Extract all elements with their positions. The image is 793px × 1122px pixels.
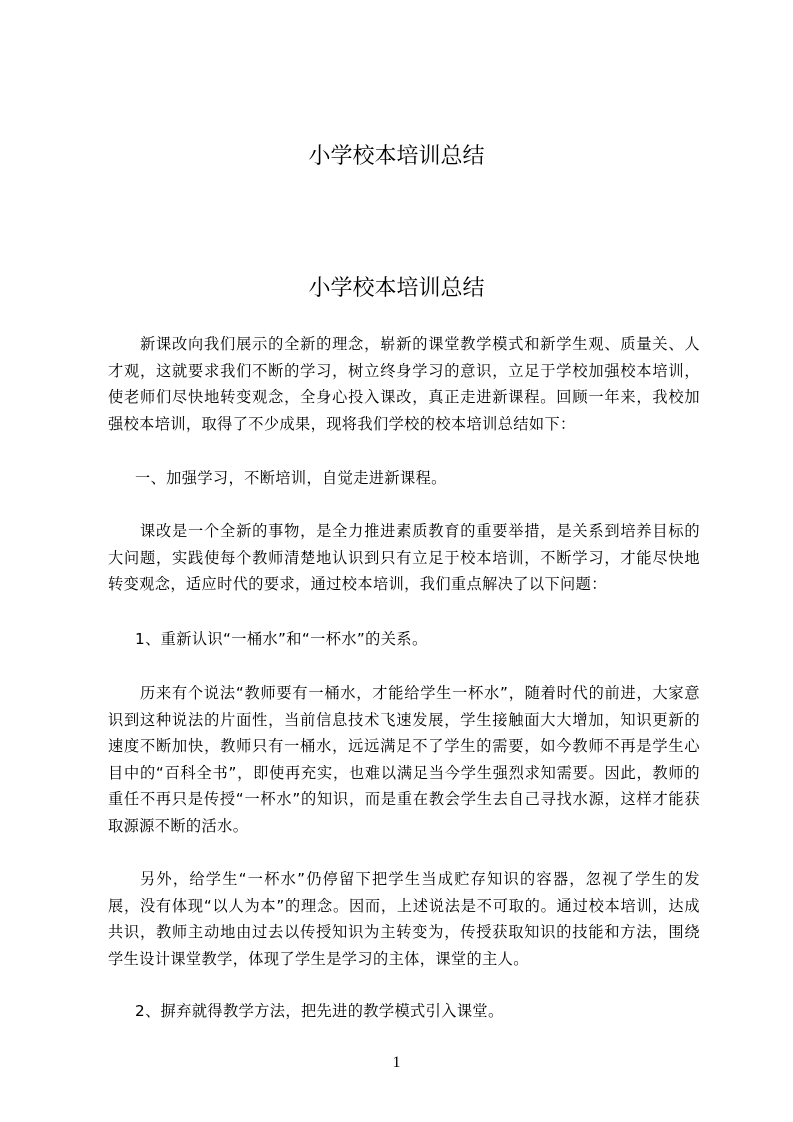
subheading-1: 1、重新认识“一桶水”和“一杯水”的关系。 xyxy=(135,630,428,648)
page-number: 1 xyxy=(392,1054,401,1071)
paragraph-additionally: 另外，给学生“一杯水”仍停留下把学生当成贮存知识的容器，忽视了学生的发展，没有体现“以人为本”的理念。因而，上述说法是不可取的。通过校本培训，达成共识，教师主动地由过去以传授知识为主转变为，传授获取知识的技能和方法，围绕学生设计课堂教学，体现了学生是学习的主体，课堂的主人。 xyxy=(108,870,700,968)
paragraph-water-analogy: 历来有个说法“教师要有一桶水，才能给学生一杯水”，随着时代的前进，大家意识到这种说法的片面性，当前信息技术飞速发展，学生接触面大大增加，知识更新的速度不断加快，教师只有一桶水，远远满足不了学生的需要，如今教师不再是学生心目中的“百科全书”，即使再充实，也难以满足当今学生强烈求知需要。因此，教师的重任不再只是传授“一杯水”的知识，而是重在教会学生去自己寻找水源，这样才能获取源源不断的活水。 xyxy=(108,684,700,835)
main-title: 小学校本培训总结 xyxy=(308,276,485,301)
paragraph-section-1: 课改是一个全新的事物，是全力推进素质教育的重要举措，是关系到培养目标的大问题，实践使每个教师清楚地认识到只有立足于校本培训，不断学习，才能尽快地转变观念，适应时代的要求，通过校本培训，我们重点解决了以下问题： xyxy=(108,522,700,593)
section-heading-1: 一、加强学习，不断培训，自觉走进新课程。 xyxy=(135,469,447,487)
subheading-2: 2、摒弃就得教学方法，把先进的教学模式引入课堂。 xyxy=(135,1002,504,1020)
header-title: 小学校本培训总结 xyxy=(308,144,485,169)
paragraph-intro: 新课改向我们展示的全新的理念，崭新的课堂教学模式和新学生观、质量关、人才观，这就要求我们不断的学习，树立终身学习的意识，立足于学校加强校本培训，使老师们尽快地转变观念，全身心投入课改，真正走进新课程。回顾一年来，我校加强校本培训，取得了不少成果，现将我们学校的校本培训总结如下： xyxy=(108,335,700,433)
